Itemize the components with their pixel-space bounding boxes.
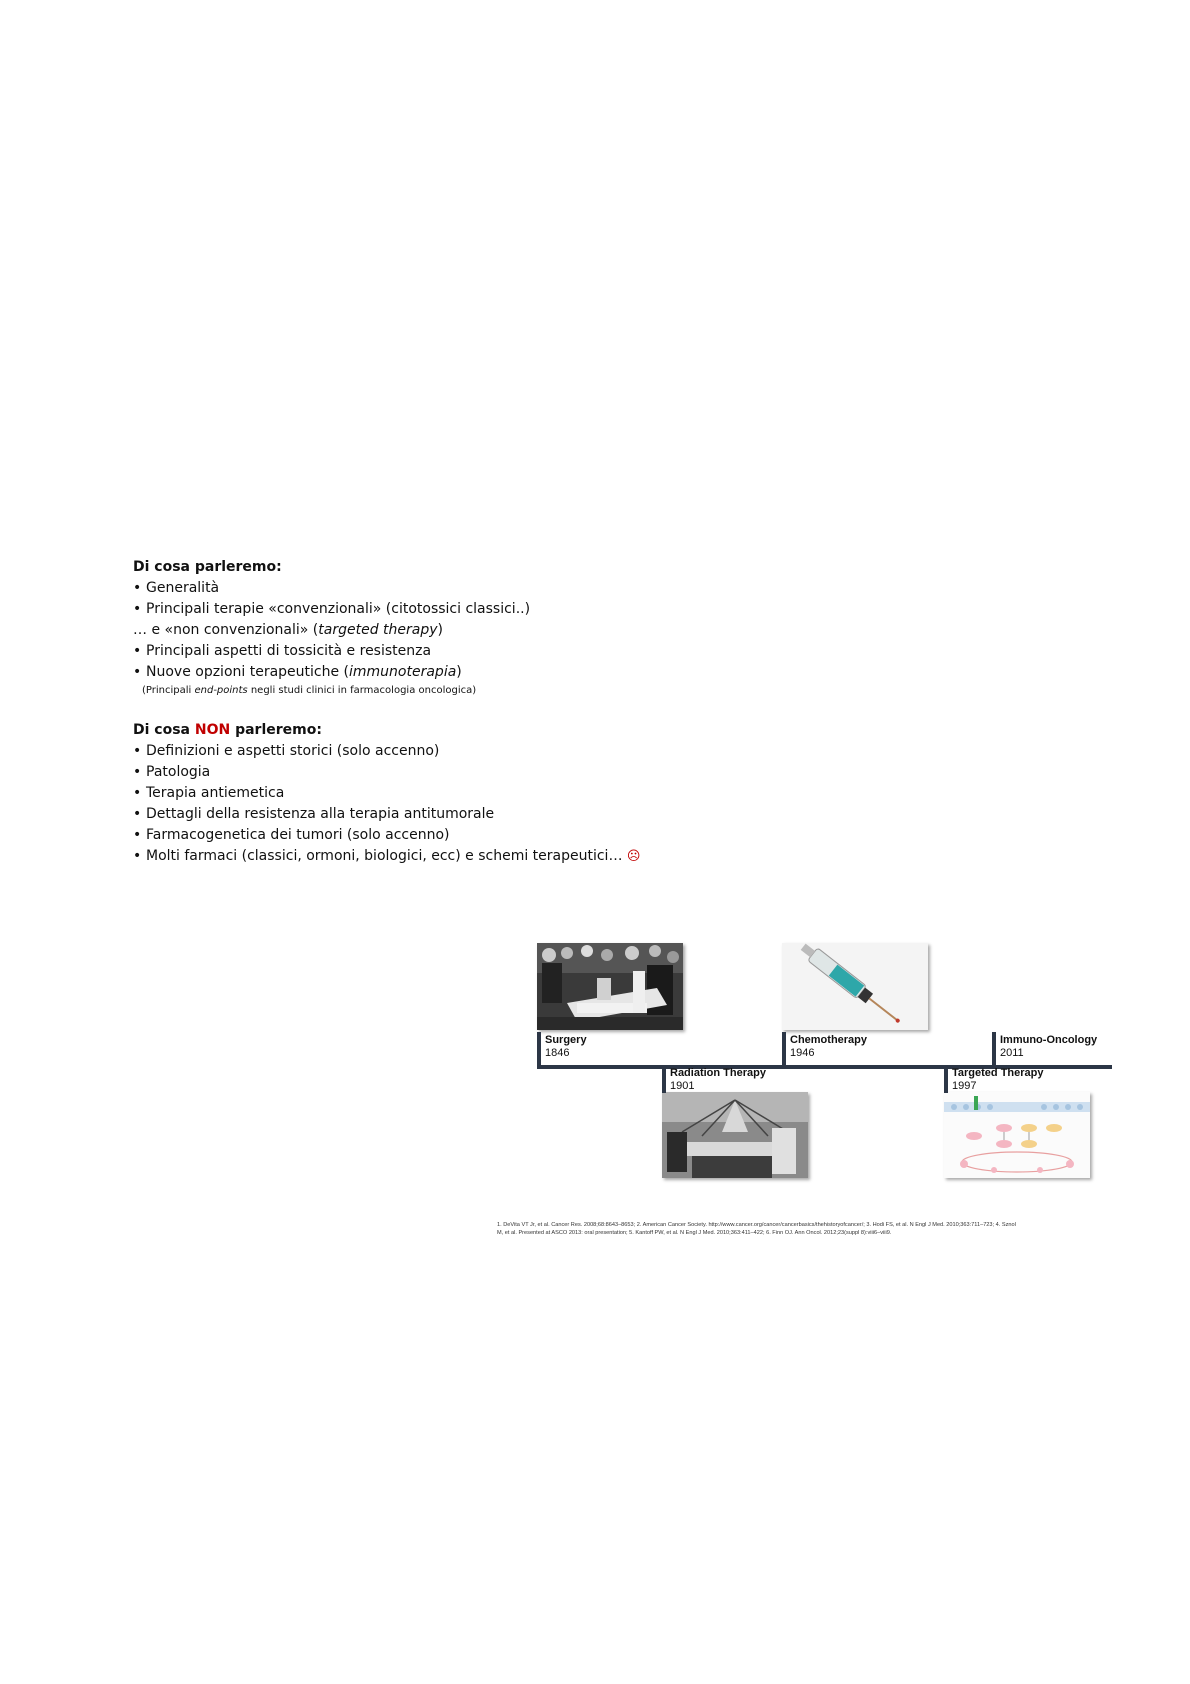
radiation-therapy-marker xyxy=(662,1065,666,1093)
section-topics xyxy=(133,557,753,699)
list-item: • Patologia xyxy=(133,762,753,783)
timeline-event-chemotherapy: Chemotherapy 1946 xyxy=(790,1034,868,1059)
bullet-icon: • xyxy=(133,827,142,843)
topics-heading: Di cosa parleremo: xyxy=(133,559,282,575)
chemotherapy-photo xyxy=(782,943,928,1030)
list-item: • Nuove opzioni terapeutiche (immunoterapia) xyxy=(133,662,753,683)
targeted-therapy-marker xyxy=(944,1065,948,1093)
timeline-event-surgery: Surgery 1846 xyxy=(545,1034,587,1059)
not-topics-list xyxy=(133,741,753,867)
bullet-icon: • xyxy=(133,664,142,680)
bullet-icon: • xyxy=(133,764,142,780)
topics-list-2 xyxy=(133,641,753,683)
timeline-event-radiation-therapy: Radiation Therapy 1901 xyxy=(670,1067,766,1092)
list-item: • Terapia antiemetica xyxy=(133,783,753,804)
bullet-icon: • xyxy=(133,743,142,759)
surgery-marker xyxy=(537,1032,541,1069)
endpoints-note: (Principali end-points negli studi clinici in farmacologia oncologica) xyxy=(142,685,477,696)
list-item: • Generalità xyxy=(133,578,753,599)
list-continuation: … e «non convenzionali» (targeted therapy) xyxy=(133,622,443,638)
bullet-icon: • xyxy=(133,580,142,596)
list-item: • Farmacogenetica dei tumori (solo accenno) xyxy=(133,825,753,846)
bullet-icon: • xyxy=(133,785,142,801)
list-item: • Principali aspetti di tossicità e resistenza xyxy=(133,641,753,662)
list-item: • Definizioni e aspetti storici (solo accenno) xyxy=(133,741,753,762)
bullet-icon: • xyxy=(133,806,142,822)
bullet-icon: • xyxy=(133,848,142,864)
immuno-oncology-marker xyxy=(992,1032,996,1069)
timeline-event-immuno-oncology: Immuno-Oncology 2011 xyxy=(1000,1034,1098,1059)
timeline-event-targeted-therapy: Targeted Therapy 1997 xyxy=(952,1067,1044,1092)
frown-icon: ☹ xyxy=(626,849,641,864)
bullet-icon: • xyxy=(133,601,142,617)
surgery-photo xyxy=(537,943,683,1030)
targeted-therapy-pathway-diagram xyxy=(944,1092,1090,1178)
references-line-1: 1. DeVita VT Jr, et al. Cancer Res. 2008;68:8643–8653; 2. American Cancer Society. http://www.cancer.org/cancer/cancerbasics/thehistoryofcancer/; 3. Hodi FS, et al. N Engl J Med. 2010;363:711–723; 4. Sznol xyxy=(497,1222,1016,1228)
list-item: • Principali terapie «convenzionali» (citotossici classici..) xyxy=(133,599,753,620)
bullet-icon: • xyxy=(133,643,142,659)
section-not-topics xyxy=(133,720,753,867)
chemotherapy-marker xyxy=(782,1032,786,1069)
list-item: • Dettagli della resistenza alla terapia antitumorale xyxy=(133,804,753,825)
topics-list xyxy=(133,578,753,620)
not-topics-heading: Di cosa NON parleremo: xyxy=(133,722,322,738)
references-footnote xyxy=(497,1221,1140,1237)
list-item: • Molti farmaci (classici, ormoni, biologici, ecc) e schemi terapeutici… ☹ xyxy=(133,846,753,867)
references-line-2: M, et al. Presented at ASCO 2013: oral presentation; 5. Kantoff PW, et al. N Engl J Med. 2010;363:411–422; 6. Finn OJ. Ann Oncol. 2012;23(suppl 8):viii6–viii9. xyxy=(497,1230,892,1236)
radiation-therapy-photo xyxy=(662,1092,808,1178)
